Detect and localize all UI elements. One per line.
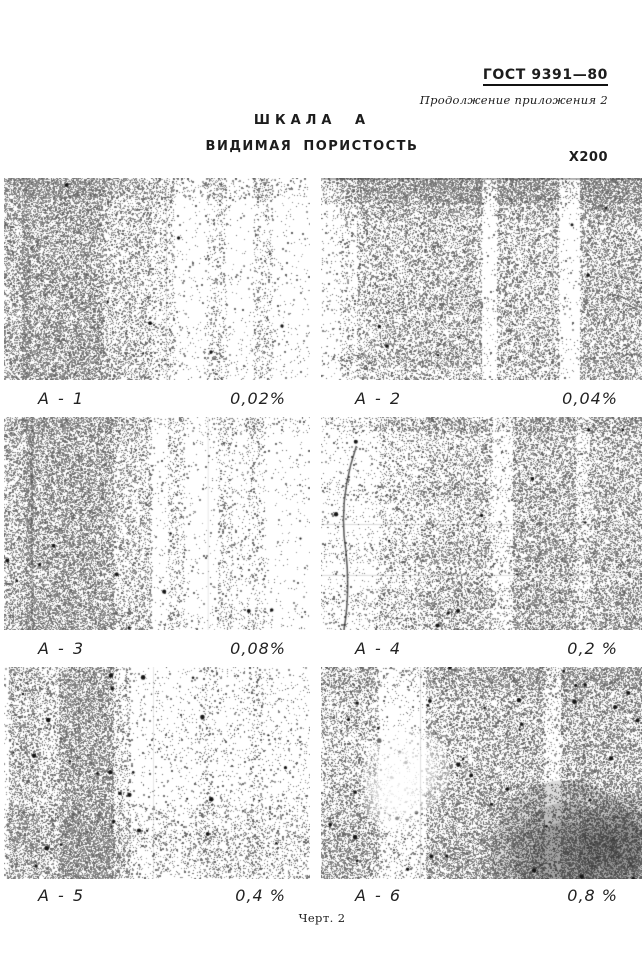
figure-a6-caption (321, 879, 642, 912)
figure-label: А - 6 (355, 886, 403, 905)
figure-a5-caption (4, 879, 310, 912)
title-block (0, 113, 624, 154)
figure-a4 (321, 417, 642, 667)
micrograph-a3 (4, 417, 310, 630)
micrograph-a5 (4, 667, 310, 879)
micrograph-a6 (321, 667, 642, 879)
scale-title: ШКАЛА А (253, 113, 371, 128)
figure-label: А - 3 (38, 639, 86, 658)
scale-subtitle: ВИДИМАЯ ПОРИСТОСТЬ (205, 139, 419, 154)
figure-a1-caption (4, 380, 310, 417)
micrograph-a1 (4, 178, 310, 380)
micrograph-a2 (321, 178, 642, 380)
figure-a1 (4, 178, 310, 417)
figure-label: А - 4 (355, 639, 403, 658)
figure-a5 (4, 667, 310, 912)
figures-grid (4, 178, 642, 912)
magnification-label: X200 (568, 150, 608, 165)
figure-a2 (321, 178, 642, 417)
sheet-caption: Черт. 2 (298, 911, 346, 925)
figure-label: А - 1 (38, 389, 86, 408)
figure-a4-caption (321, 630, 642, 667)
figure-percent: 0,4 % (235, 886, 286, 905)
figure-label: А - 2 (355, 389, 403, 408)
micrograph-a4 (321, 417, 642, 630)
figure-label: А - 5 (38, 886, 86, 905)
figure-a6 (321, 667, 642, 912)
page-header (420, 64, 608, 107)
figure-a3-caption (4, 630, 310, 667)
figure-percent: 0,04% (562, 389, 618, 408)
figure-percent: 0,2 % (567, 639, 618, 658)
figure-percent: 0,02% (230, 389, 286, 408)
continuation-note: Продолжение приложения 2 (419, 93, 608, 107)
figure-percent: 0,08% (230, 639, 286, 658)
doc-number: ГОСТ 9391—80 (483, 67, 608, 86)
figure-a2-caption (321, 380, 642, 417)
figure-percent: 0,8 % (567, 886, 618, 905)
figure-a3 (4, 417, 310, 667)
